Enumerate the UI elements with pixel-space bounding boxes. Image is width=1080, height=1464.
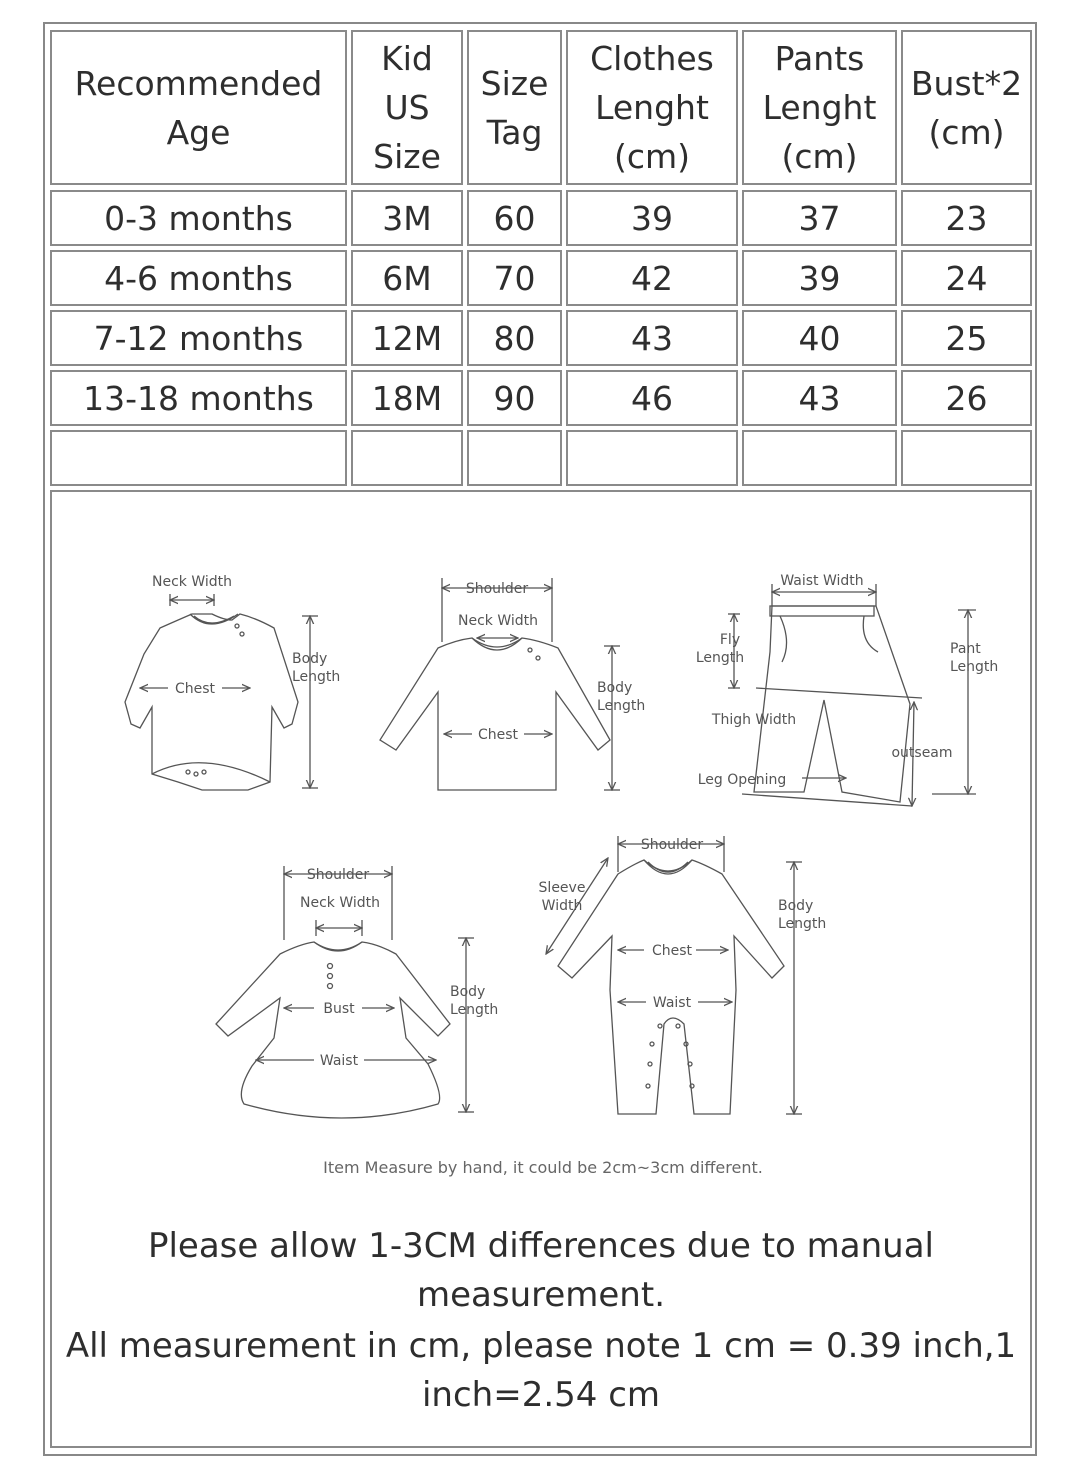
header-text: (cm) <box>928 112 1005 152</box>
header-bust <box>901 30 1032 185</box>
empty-cell <box>742 430 897 486</box>
cell-pants-length: 37 <box>742 190 897 246</box>
romper-illustration <box>546 836 802 1114</box>
header-text: Kid <box>381 39 433 78</box>
header-text: Bust*2 <box>910 63 1023 103</box>
cell-pants-length: 43 <box>742 370 897 426</box>
pants-waist-width-label: Waist Width <box>780 573 864 589</box>
top-illustration <box>380 578 620 790</box>
dress-bust-label: Bust <box>323 1001 355 1017</box>
cell-us-size: 18M <box>351 370 463 426</box>
top-body-label: Body <box>597 680 633 696</box>
romper-chest-label: Chest <box>651 943 693 959</box>
cell-clothes-length: 43 <box>566 310 738 366</box>
romper-waist-label: Waist <box>652 995 692 1011</box>
header-text: Lenght <box>762 88 877 127</box>
cell-pants-length: 40 <box>742 310 897 366</box>
header-kid-us-size <box>351 30 463 185</box>
header-text: (cm) <box>781 137 858 176</box>
bodysuit-neck-width-label: Neck Width <box>151 574 233 590</box>
empty-cell <box>351 430 463 486</box>
cell-age: 0-3 months <box>50 190 347 246</box>
cell-size-tag: 70 <box>467 250 562 306</box>
cell-age: 7-12 months <box>50 310 347 366</box>
top-length-label: Length <box>597 698 646 714</box>
pants-fly-label: Fly <box>719 632 741 648</box>
cell-size-tag: 90 <box>467 370 562 426</box>
romper-width-label: Width <box>541 898 583 914</box>
empty-cell <box>566 430 738 486</box>
note-line-4: inch=2.54 cm <box>421 1375 661 1415</box>
header-recommended-age <box>50 30 347 185</box>
header-text: Tag <box>486 112 543 152</box>
cell-bust: 26 <box>901 370 1032 426</box>
cell-pants-length: 39 <box>742 250 897 306</box>
cell-us-size: 6M <box>351 250 463 306</box>
dress-body-label: Body <box>450 984 486 1000</box>
bodysuit-illustration <box>125 594 318 790</box>
header-text: Size <box>373 137 441 176</box>
header-pants-length <box>742 30 897 185</box>
cell-bust: 25 <box>901 310 1032 366</box>
top-neck-width-label: Neck Width <box>457 613 539 629</box>
cell-age: 13-18 months <box>50 370 347 426</box>
cell-clothes-length: 46 <box>566 370 738 426</box>
cell-bust: 24 <box>901 250 1032 306</box>
header-text: Recommended <box>74 63 323 103</box>
dress-neck-width-label: Neck Width <box>299 895 381 911</box>
romper-sleeve-label: Sleeve <box>538 880 586 896</box>
header-text: (cm) <box>613 137 691 176</box>
header-text: Size <box>480 63 549 103</box>
header-text: Lenght <box>595 88 709 127</box>
cell-size-tag: 80 <box>467 310 562 366</box>
header-text: US <box>384 88 430 127</box>
header-text: Age <box>166 112 231 152</box>
cell-age: 4-6 months <box>50 250 347 306</box>
pants-pant-label: Pant <box>950 641 981 657</box>
top-shoulder-label: Shoulder <box>465 581 529 597</box>
cell-us-size: 3M <box>351 190 463 246</box>
romper-body-label: Body <box>778 898 814 914</box>
cell-bust: 23 <box>901 190 1032 246</box>
top-chest-label: Chest <box>477 727 519 743</box>
bodysuit-chest-label: Chest <box>174 681 216 697</box>
bodysuit-body-label: Body <box>292 651 328 667</box>
header-text: Clothes <box>590 39 714 78</box>
pants-fly-length-label: Length <box>695 650 745 666</box>
dress-length-label: Length <box>450 1002 499 1018</box>
note-line-2: measurement. <box>416 1275 665 1315</box>
romper-shoulder-label: Shoulder <box>640 837 704 853</box>
cell-us-size: 12M <box>351 310 463 366</box>
empty-cell <box>467 430 562 486</box>
pants-leg-opening-label: Leg Opening <box>697 772 787 788</box>
pants-thigh-width-label: Thigh Width <box>711 712 797 728</box>
header-size-tag <box>467 30 562 185</box>
measure-by-hand-note: Item Measure by hand, it could be 2cm~3cm different. <box>323 1158 763 1177</box>
pants-outseam-label: outseam <box>891 745 953 761</box>
cell-clothes-length: 42 <box>566 250 738 306</box>
dress-shoulder-label: Shoulder <box>306 867 370 883</box>
cell-clothes-length: 39 <box>566 190 738 246</box>
note-line-1: Please allow 1-3CM differences due to manual <box>147 1226 935 1266</box>
romper-length-label: Length <box>778 916 827 932</box>
note-line-3: All measurement in cm, please note 1 cm = 0.39 inch,1 <box>65 1326 1017 1366</box>
header-clothes-length <box>566 30 738 185</box>
bodysuit-length-label: Length <box>292 669 341 685</box>
dress-waist-label: Waist <box>319 1053 359 1069</box>
empty-cell <box>901 430 1032 486</box>
empty-cell <box>50 430 347 486</box>
pants-pant-length-label: Length <box>950 659 999 675</box>
cell-size-tag: 60 <box>467 190 562 246</box>
header-text: Pants <box>774 39 865 78</box>
